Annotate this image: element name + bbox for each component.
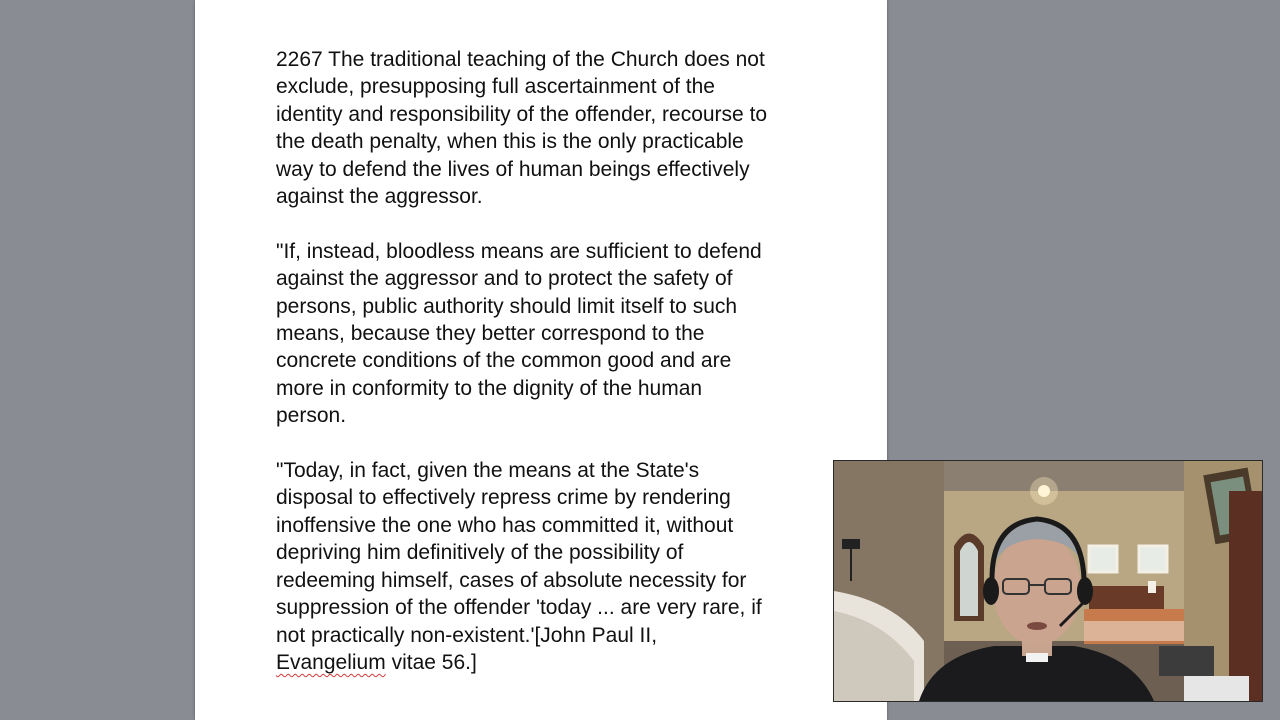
paragraph-today: [276, 457, 836, 676]
webcam-overlay: [833, 460, 1263, 702]
webcam-scene: [834, 461, 1262, 701]
paragraph-2267: 2267 The traditional teaching of the Church does not exclude, presupposing full ascertainment of the identity and responsibility of the offender, recourse to the death penalty, when this is the only practicable way to defend the lives of human beings effectively against the aggressor.: [276, 48, 768, 209]
document-page: [195, 0, 887, 720]
paragraph-bloodless-means: "If, instead, bloodless means are sufficient to defend against the aggressor and to protect the safety of persons, public authority should limit itself to such means, because they better correspond to the concrete conditions of the common good and are more in conformity to the dignity of the human person.: [276, 239, 762, 428]
document-text: [276, 46, 836, 704]
paragraph-today-text: "Today, in fact, given the means at the State's disposal to effectively repress crime by rendering inoffensive the one who has committed it, without depriving him definitively of the possibility of redeeming himself, cases of absolute necessity for suppression of the offender 'today ... are very rare, if not practically non-existent.'[John Paul II,: [276, 459, 762, 647]
misspelled-word: Evangelium: [276, 650, 386, 674]
paragraph-today-tail: vitae 56.]: [385, 650, 477, 674]
